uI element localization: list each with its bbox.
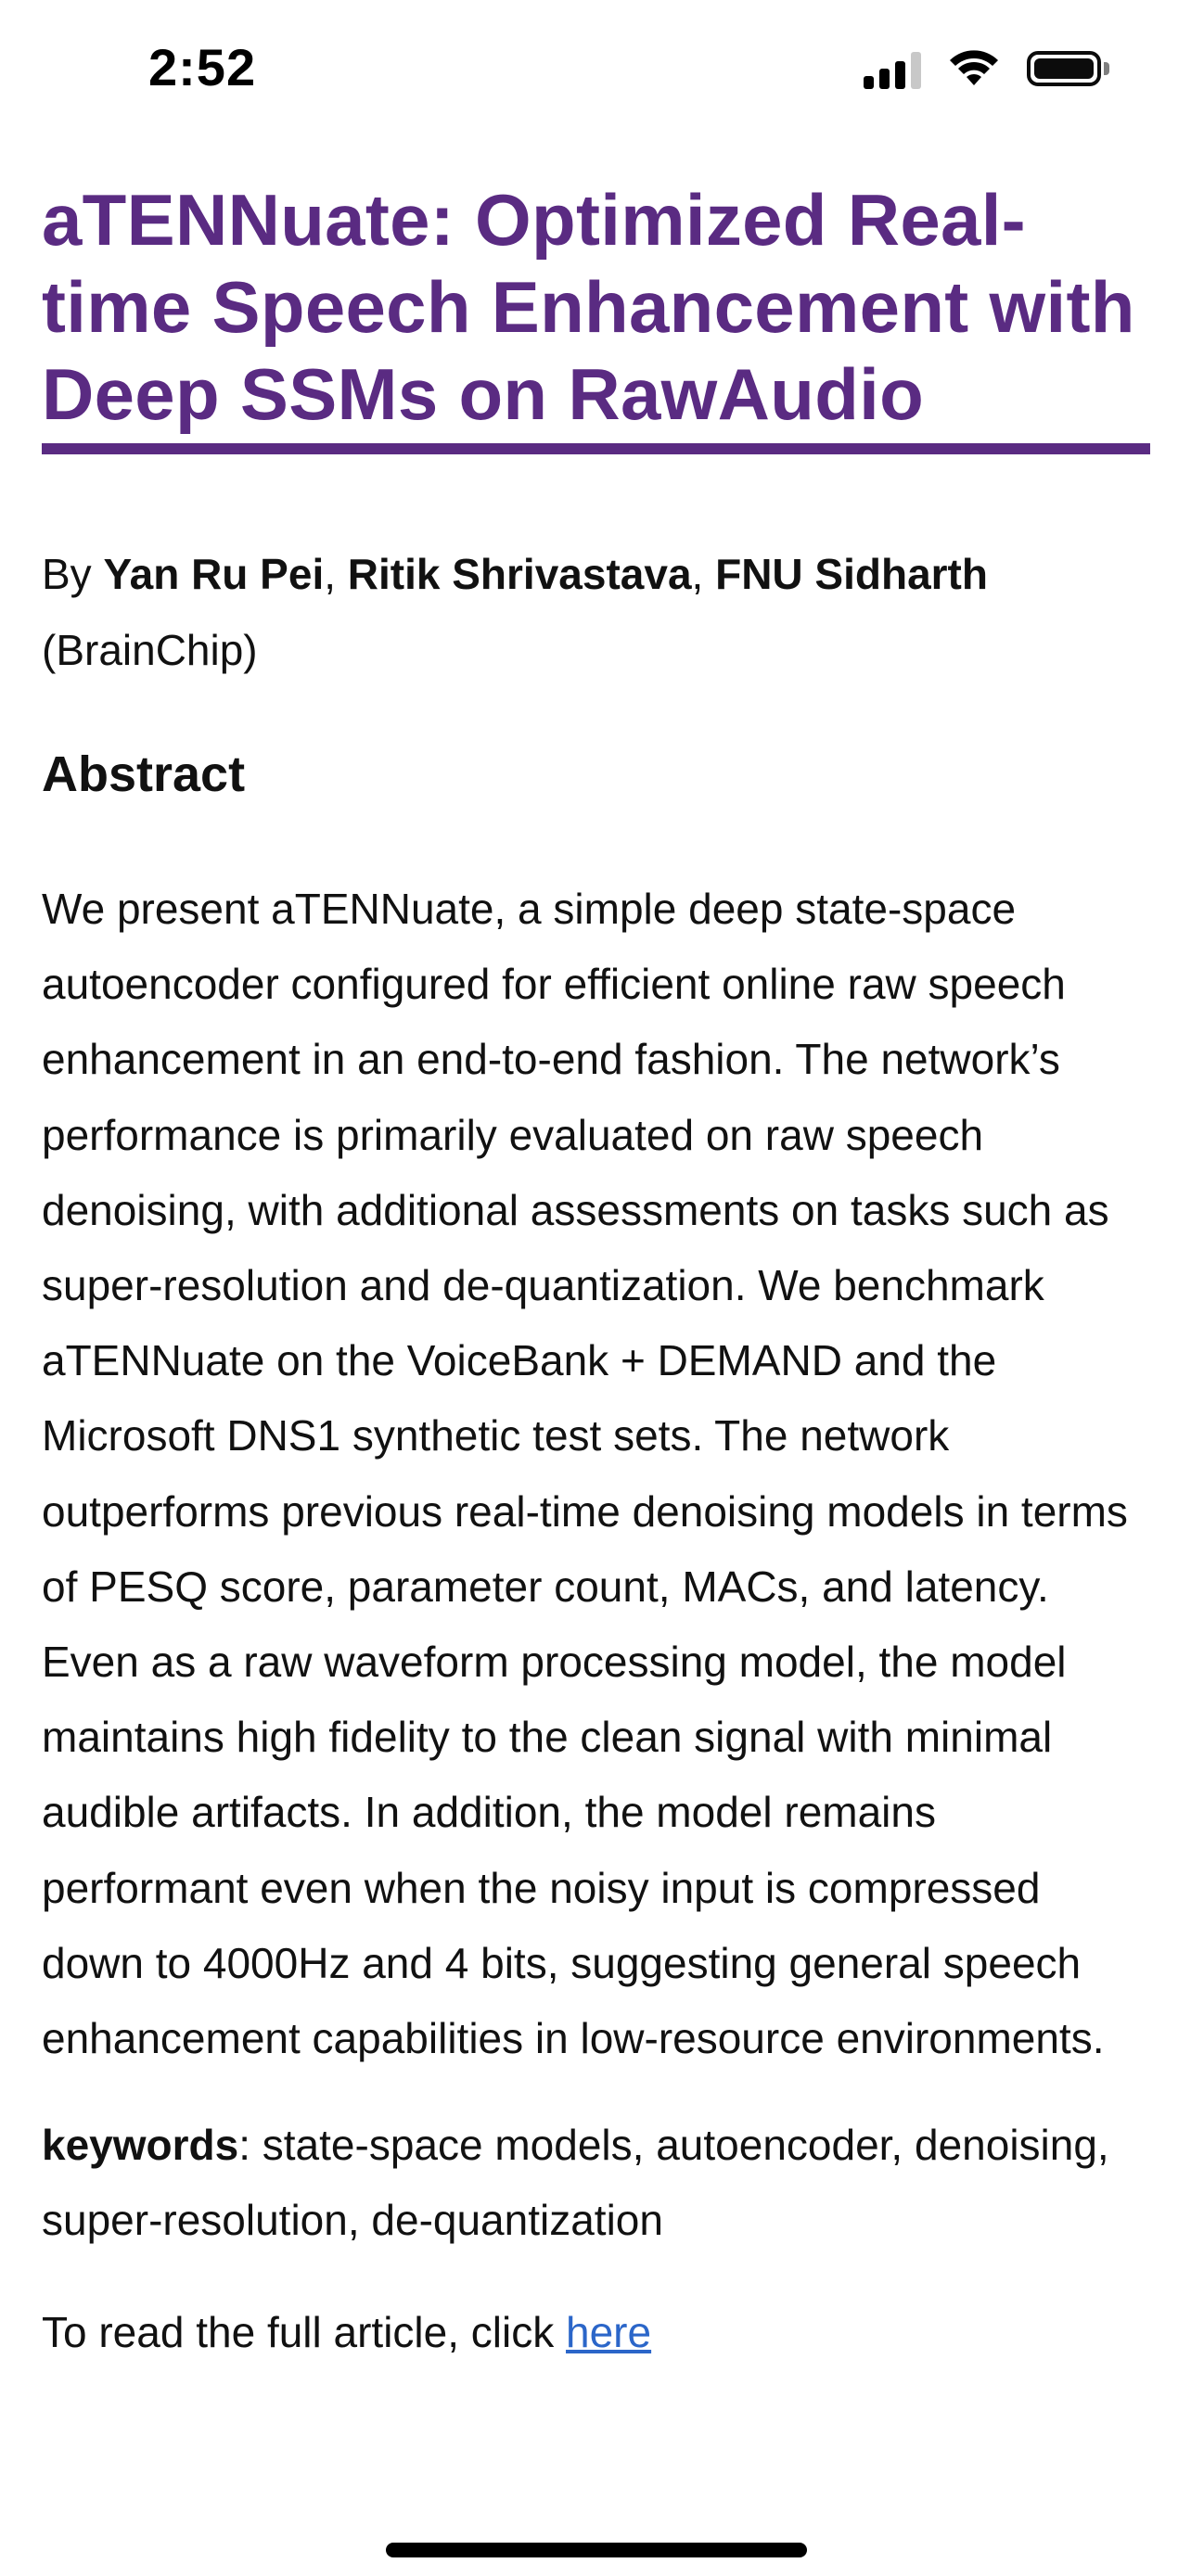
- read-more: [42, 2295, 1150, 2370]
- status-time: 2:52: [148, 38, 257, 96]
- author-name: Yan Ru Pei: [103, 550, 325, 598]
- author-name: Ritik Shrivastava: [347, 550, 692, 598]
- read-more-text: To read the full article, click: [42, 2308, 567, 2357]
- author-separator: ,: [324, 550, 348, 598]
- byline-prefix: By: [42, 550, 104, 598]
- status-bar: [0, 0, 1191, 139]
- article: [42, 176, 1150, 2370]
- affiliation: (BrainChip): [42, 626, 258, 674]
- home-indicator[interactable]: [386, 2543, 807, 2557]
- wifi-icon: [947, 50, 1001, 89]
- cellular-signal-icon: [864, 52, 921, 89]
- abstract-heading: Abstract: [42, 746, 246, 802]
- status-icons: [864, 48, 1109, 89]
- article-title: aTENNuate: Optimized Real-time Speech Enhancement with Deep SSMs on RawAudio: [42, 176, 1150, 454]
- keywords: [42, 2108, 1150, 2258]
- author-name: FNU Sidharth: [715, 550, 988, 598]
- keywords-label: keywords: [42, 2121, 239, 2170]
- battery-icon: [1027, 48, 1109, 89]
- author-separator: ,: [691, 550, 716, 598]
- keywords-value: state-space models, autoencoder, denoising, super-resolution, de-quantization: [42, 2121, 1109, 2245]
- keywords-separator: :: [238, 2121, 263, 2170]
- byline: [42, 536, 1150, 688]
- abstract-text: We present aTENNuate, a simple deep state-space autoencoder configured for efficient online raw speech enhancement in an end-to-end fashion. The network’s performance is primarily evaluated on raw speech denoising, with additional assessments on tasks such as super-resolution and de-quantization. We benchmark aTENNuate on the VoiceBank + DEMAND and the Microsoft DNS1 synthetic test sets. The network outperforms previous real-time denoising models in terms of PESQ score, parameter count, MACs, and latency. Even as a raw waveform processing model, the model maintains high fidelity to the clean signal with minimal audible artifacts. In addition, the model remains performant even when the noisy input is compressed down to 4000Hz and 4 bits, suggesting general speech enhancement capabilities in low-resource environments.: [42, 885, 1128, 2063]
- full-article-link[interactable]: here: [566, 2308, 652, 2357]
